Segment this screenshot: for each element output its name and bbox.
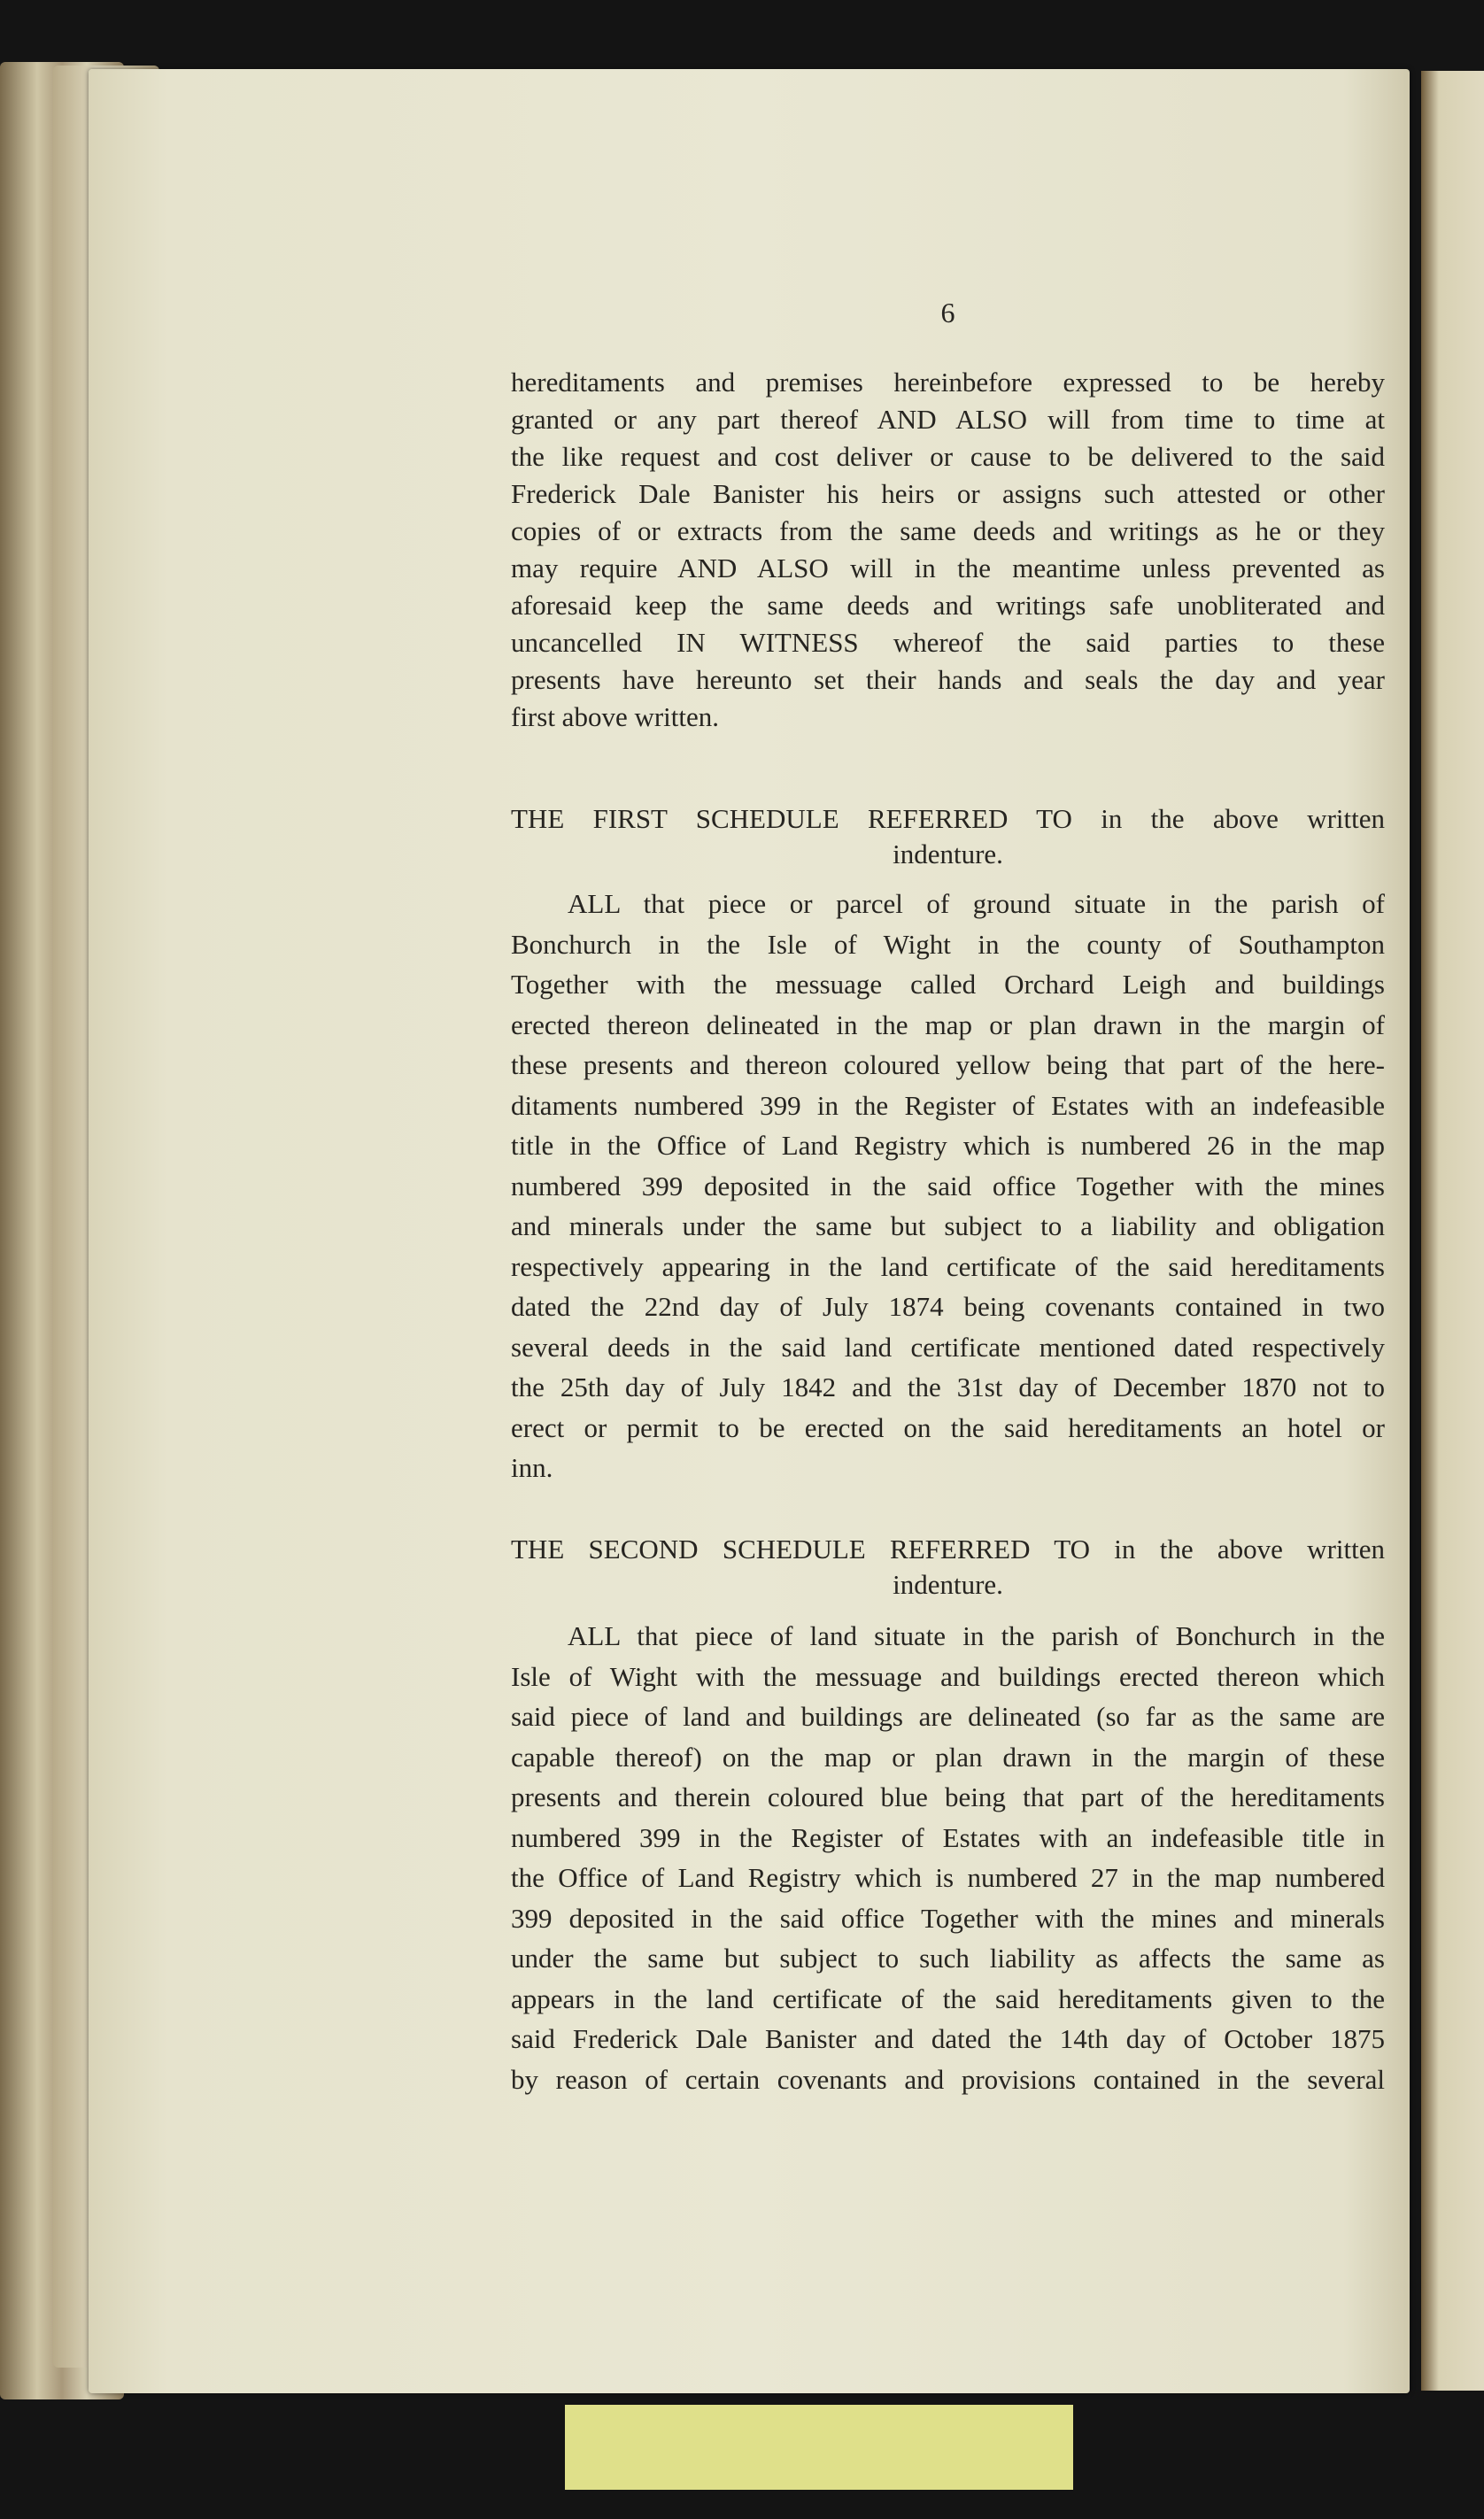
- first-schedule-heading: [511, 801, 1385, 872]
- text-line: Bonchurch in the Isle of Wight in the county of Southampton: [511, 928, 1385, 960]
- text-line: by reason of certain covenants and provisions contained in the several: [511, 2063, 1385, 2095]
- text-line: capable thereof) on the map or plan drawn in the margin of these: [511, 1741, 1385, 1773]
- text-line: these presents and thereon coloured yellow being that part of the here-: [511, 1049, 1385, 1080]
- text-line: the like request and cost deliver or cause to be delivered to the said: [511, 441, 1385, 472]
- text-line: ditaments numbered 399 in the Register of Estates with an indefeasible: [511, 1089, 1385, 1121]
- text-line: uncancelled IN WITNESS whereof the said parties to these: [511, 627, 1385, 658]
- text-line: inn.: [511, 1452, 553, 1483]
- text-line: first above written.: [511, 701, 720, 732]
- text-line: dated the 22nd day of July 1874 being covenants contained in two: [511, 1291, 1385, 1322]
- heading-line: THE FIRST SCHEDULE REFERRED TO in the above written: [511, 803, 1385, 834]
- text-line: said piece of land and buildings are delineated (so far as the same are: [511, 1701, 1385, 1732]
- text-line: Isle of Wight with the messuage and buildings erected thereon which: [511, 1660, 1385, 1692]
- second-schedule-text: [511, 1616, 1385, 2099]
- text-line: title in the Office of Land Registry which is numbered 26 in the map: [511, 1130, 1385, 1161]
- text-line: copies of or extracts from the same deeds and writings as he or they: [511, 515, 1385, 546]
- text-line: hereditaments and premises hereinbefore expressed to be hereby: [511, 367, 1385, 398]
- text-line: respectively appearing in the land certificate of the said hereditaments: [511, 1250, 1385, 1282]
- text-line: and minerals under the same but subject to a liability and obligation: [511, 1210, 1385, 1241]
- text-line: under the same but subject to such liability as affects the same as: [511, 1943, 1385, 1974]
- text-line: Together with the messuage called Orchard Leigh and buildings: [511, 969, 1385, 1000]
- heading-line: indenture.: [893, 838, 1003, 869]
- first-schedule-text: [511, 884, 1385, 1488]
- second-schedule-heading: [511, 1532, 1385, 1603]
- text-line: erected thereon delineated in the map or plan drawn in the margin of: [511, 1008, 1385, 1040]
- text-line: 399 deposited in the said office Together with the mines and minerals: [511, 1902, 1385, 1934]
- text-line: said Frederick Dale Banister and dated the 14th day of October 1875: [511, 2023, 1385, 2054]
- text-line: may require AND ALSO will in the meantime unless prevented as: [511, 552, 1385, 583]
- facing-page-edge: [1421, 71, 1484, 2391]
- text-line: several deeds in the said land certificate mentioned dated respectively: [511, 1331, 1385, 1363]
- yellow-tab-marker: [565, 2405, 1073, 2490]
- heading-line: THE SECOND SCHEDULE REFERRED TO in the above written: [511, 1534, 1385, 1565]
- text-line: appears in the land certificate of the said hereditaments given to the: [511, 1982, 1385, 2014]
- text-line: the Office of Land Registry which is numbered 27 in the map numbered: [511, 1862, 1385, 1893]
- text-line: granted or any part thereof AND ALSO will from time to time at: [511, 404, 1385, 435]
- text-line: ALL that piece of land situate in the parish of Bonchurch in the: [568, 1620, 1385, 1651]
- text-line: aforesaid keep the same deeds and writings safe unobliterated and: [511, 590, 1385, 621]
- text-line: numbered 399 deposited in the said office Together with the mines: [511, 1170, 1385, 1202]
- heading-line: indenture.: [893, 1569, 1003, 1600]
- text-line: erect or permit to be erected on the said hereditaments an hotel or: [511, 1411, 1385, 1443]
- text-line: Frederick Dale Banister his heirs or assigns such attested or other: [511, 478, 1385, 509]
- text-line: numbered 399 in the Register of Estates with an indefeasible title in: [511, 1821, 1385, 1853]
- text-line: presents have hereunto set their hands and seals the day and year: [511, 664, 1385, 695]
- text-line: ALL that piece or parcel of ground situate in the parish of: [568, 888, 1385, 919]
- text-line: the 25th day of July 1842 and the 31st day of December 1870 not to: [511, 1372, 1385, 1402]
- text-line: presents and therein coloured blue being that part of the hereditaments: [511, 1781, 1385, 1812]
- page-number: 6: [940, 297, 955, 328]
- closing-paragraph: [511, 364, 1385, 736]
